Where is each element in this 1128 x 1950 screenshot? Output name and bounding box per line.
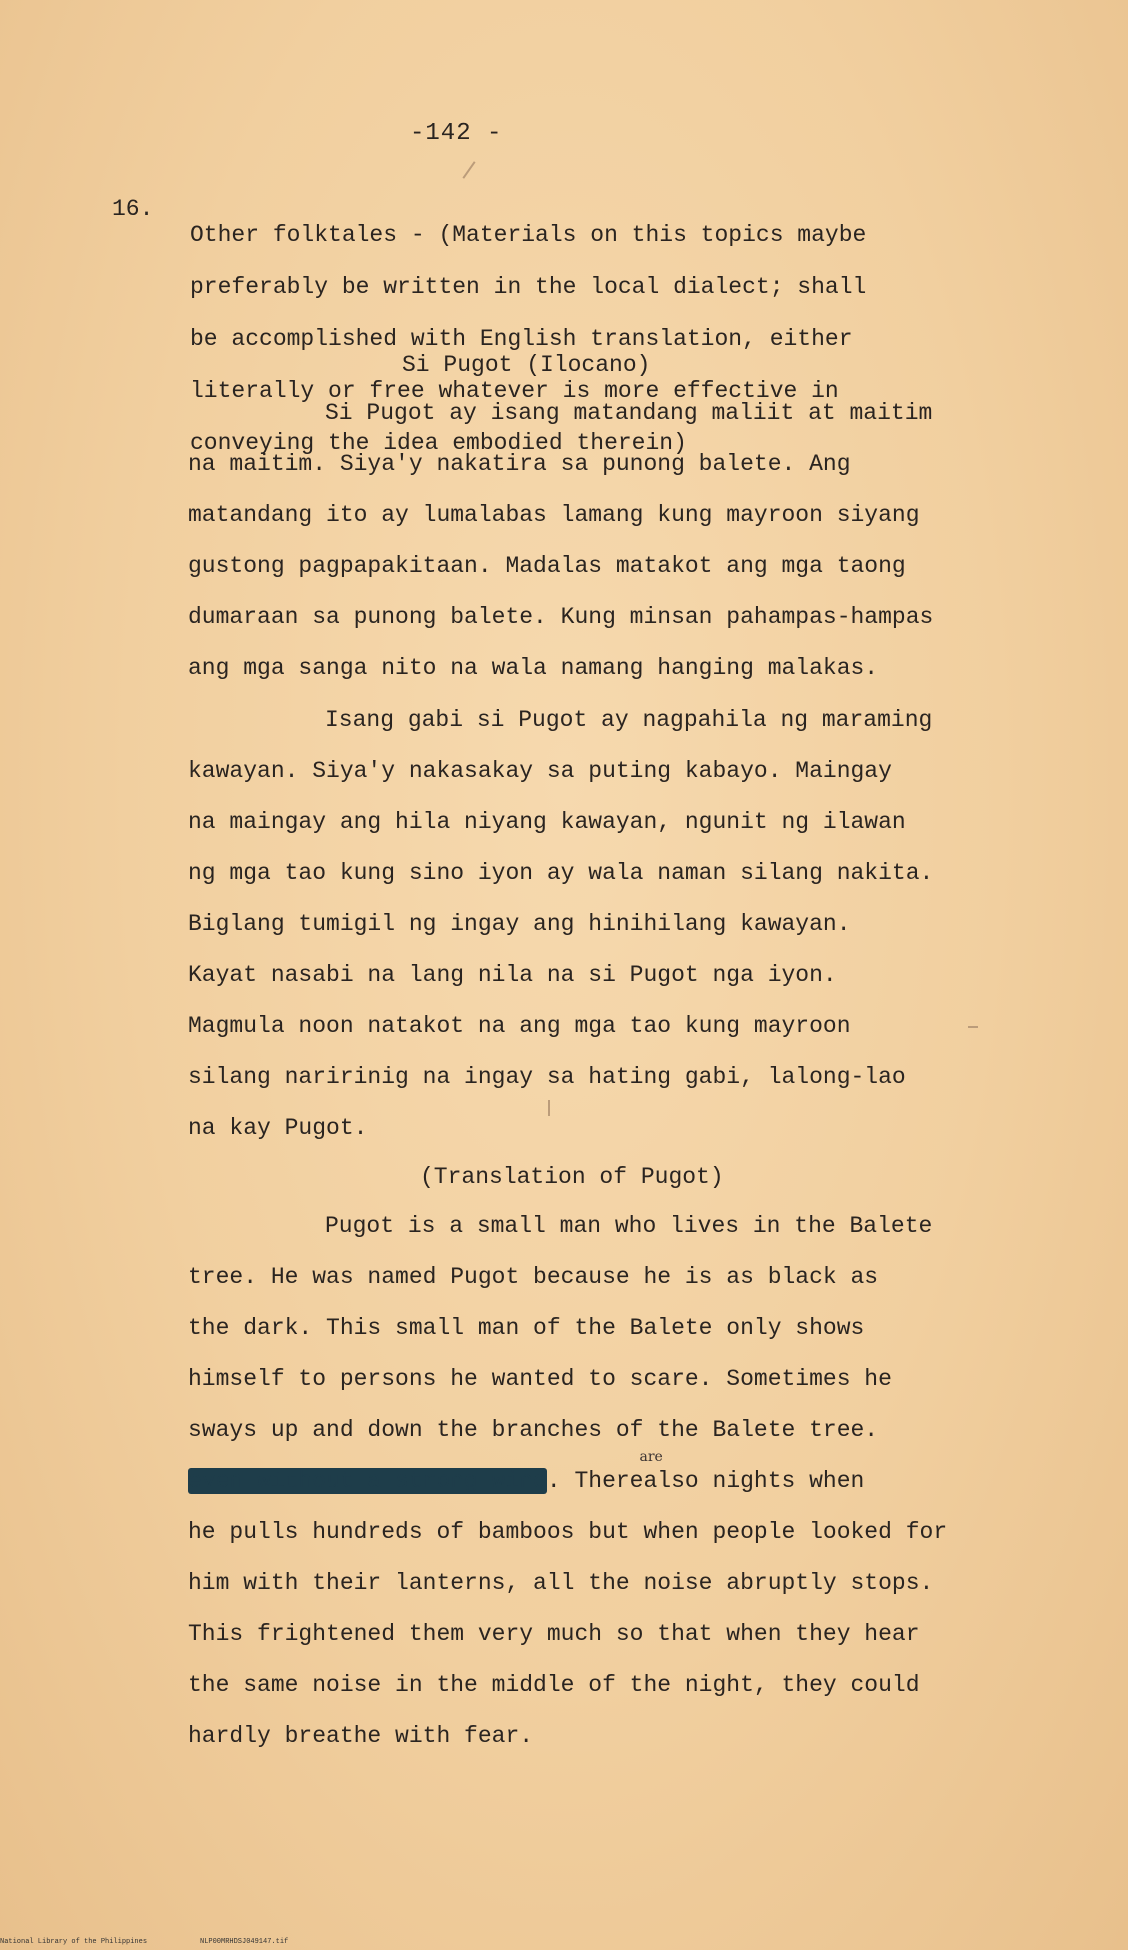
text-line: gustong pagpapakitaan. Madalas matakot ang mga taong: [188, 553, 906, 579]
text-line: dumaraan sa punong balete. Kung minsan pahampas-hampas: [188, 604, 934, 630]
text-line: the same noise in the middle of the night, they could: [188, 1672, 920, 1698]
instruction-line: preferably be written in the local dialect; shall: [190, 274, 867, 300]
text-line: This frightened them very much so that when they hear: [188, 1621, 920, 1647]
instruction-line: literally or free whatever is more effective in: [190, 378, 839, 404]
translation-title: (Translation of Pugot): [420, 1164, 724, 1190]
text-fragment: .: [546, 1468, 561, 1494]
text-line: Isang gabi si Pugot ay nagpahila ng maraming: [325, 707, 933, 733]
text-line: Biglang tumigil ng ingay ang hinihilang kawayan.: [188, 911, 851, 937]
text-line: matandang ito ay lumalabas lamang kung mayroon siyang: [188, 502, 920, 528]
paper-mark: [548, 1100, 550, 1116]
text-line: Magmula noon natakot na ang mga tao kung mayroon: [188, 1013, 851, 1039]
footer-file-name: NLP00MRHDSJ049147.tif: [200, 1938, 289, 1946]
text-line: ng mga tao kung sino iyon ay wala naman silang nakita.: [188, 860, 934, 886]
text-line: hardly breathe with fear.: [188, 1723, 534, 1749]
ilocano-paragraph-2: [188, 695, 1068, 1154]
text-line: Pugot is a small man who lives in the Balete: [325, 1213, 933, 1239]
item-number: 16.: [112, 196, 154, 222]
paper-mark: [968, 1026, 978, 1028]
instruction-line: be accomplished with English translation, either: [190, 326, 853, 352]
instruction-line: conveying the idea embodied therein): [190, 430, 687, 456]
translation-paragraph: [188, 1201, 1068, 1762]
page-number: -142 -: [410, 120, 503, 147]
struck-out-text: even without a strong wind: [188, 1468, 547, 1494]
paper-mark: [462, 161, 475, 179]
text-fragment: There: [560, 1468, 644, 1494]
text-line: na maingay ang hila niyang kawayan, ngunit ng ilawan: [188, 809, 906, 835]
ilocano-title: Si Pugot (Ilocano): [402, 352, 651, 378]
text-line: na kay Pugot.: [188, 1115, 368, 1141]
text-line: silang naririnig na ingay sa hating gabi, lalong-lao: [188, 1064, 906, 1090]
text-line: himself to persons he wanted to scare. Sometimes he: [188, 1366, 892, 1392]
text-line: na maitim. Siya'y nakatira sa punong balete. Ang: [188, 451, 851, 477]
text-line: Kayat nasabi na lang nila na si Pugot nga iyon.: [188, 962, 837, 988]
ilocano-paragraph-1: [188, 388, 1068, 694]
text-line: Si Pugot ay isang matandang maliit at maitim: [325, 400, 933, 426]
text-line: the dark. This small man of the Balete only shows: [188, 1315, 865, 1341]
text-line: sways up and down the branches of the Balete tree.: [188, 1417, 879, 1443]
edited-line: [188, 1449, 1068, 1507]
text-line: him with their lanterns, all the noise abruptly stops.: [188, 1570, 934, 1596]
text-line: tree. He was named Pugot because he is as black as: [188, 1264, 879, 1290]
footer-library-name: National Library of the Philippines: [0, 1938, 148, 1946]
text-line: he pulls hundreds of bamboos but when people looked for: [188, 1519, 948, 1545]
instruction-line: Other folktales - (Materials on this topics maybe: [190, 222, 867, 248]
text-line: ang mga sanga nito na wala namang hanging malakas.: [188, 655, 879, 681]
inserted-word: are: [639, 1449, 663, 1465]
handwritten-insertion: [639, 1449, 865, 1507]
text-line: kawayan. Siya'y nakasakay sa puting kabayo. Maingay: [188, 758, 892, 784]
text-fragment: also nights when: [643, 1468, 865, 1494]
